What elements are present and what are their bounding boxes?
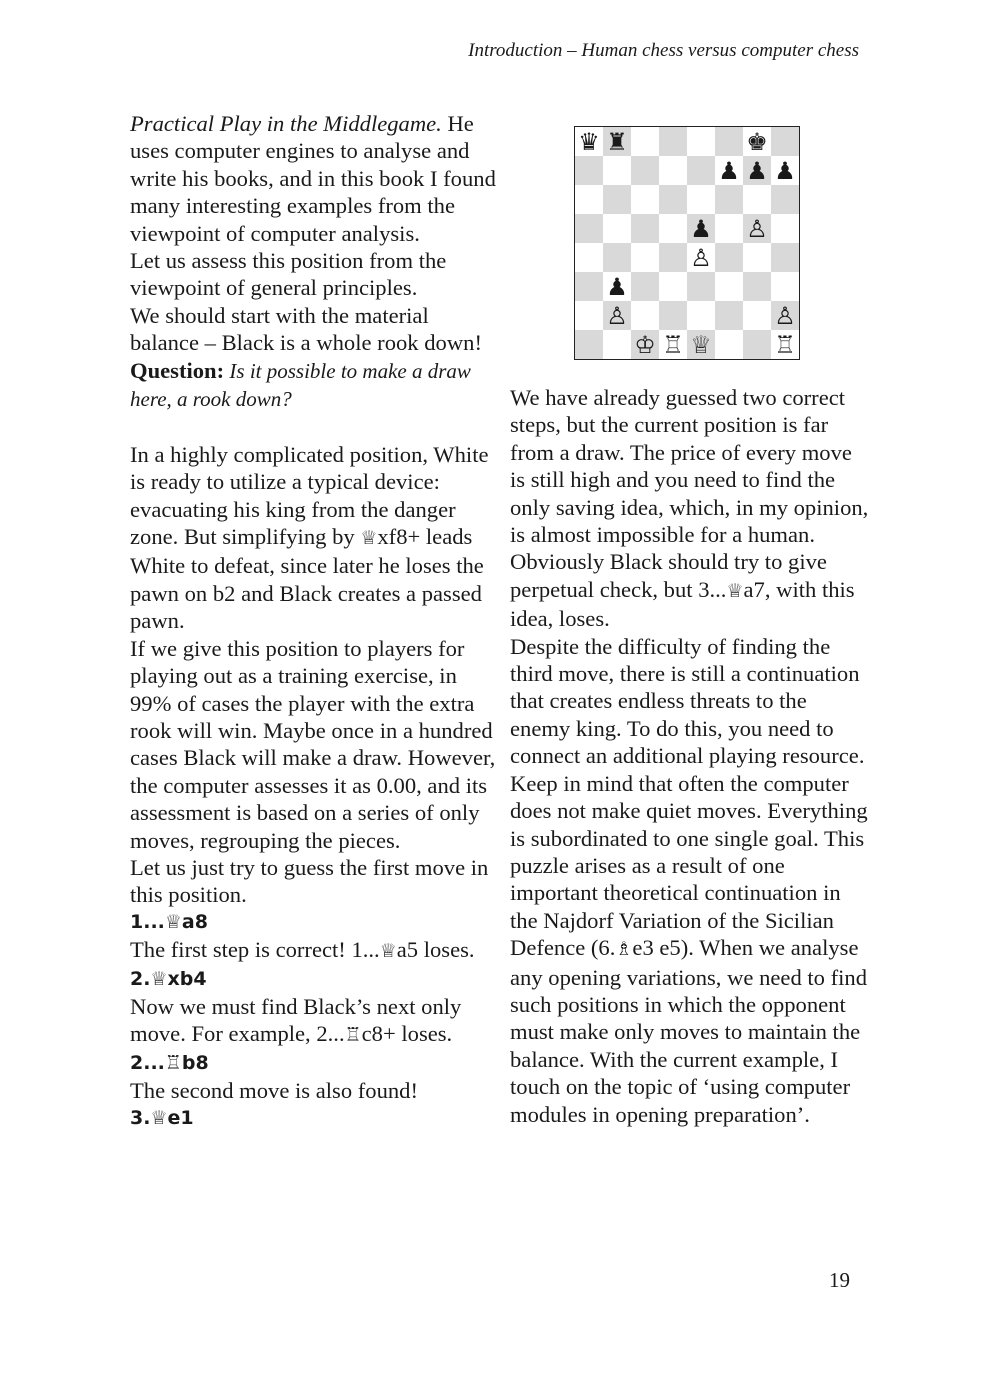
square-f8 bbox=[715, 127, 743, 156]
paragraph bbox=[130, 441, 500, 635]
move-line bbox=[130, 966, 500, 993]
square-c6 bbox=[631, 185, 659, 214]
paragraph bbox=[510, 633, 870, 1128]
square-b1 bbox=[603, 330, 631, 359]
paragraph-text: Despite the difficulty of finding the third move, there is still a continuation that creates endless threats to the enemy king. To do this, you need to connect an additional playing resource. Keep in mind that often the computer does not make quiet moves. Everything is subordinated to one single goal. This puzzle arises as a result of one important theoretical continuation in the Najdorf Variation of the Sicilian Defence (6. bbox=[510, 633, 868, 961]
paragraph-text: a5 loses. bbox=[396, 937, 475, 963]
square-g1 bbox=[743, 330, 771, 359]
paragraph bbox=[130, 936, 500, 965]
move-number: 1... bbox=[130, 910, 165, 933]
square-b4 bbox=[603, 243, 631, 272]
move-line bbox=[130, 909, 500, 936]
square-e2 bbox=[687, 301, 715, 330]
square-g5: ♙ bbox=[743, 214, 771, 243]
spacer bbox=[130, 413, 500, 440]
square-h3 bbox=[771, 272, 799, 301]
square-d6 bbox=[659, 185, 687, 214]
square-g3 bbox=[743, 272, 771, 301]
square-a2 bbox=[575, 301, 603, 330]
move-line bbox=[130, 1105, 500, 1132]
queen-figurine-icon: ♕ bbox=[150, 967, 168, 990]
paragraph-text: c8+ loses. bbox=[361, 1021, 453, 1047]
question-label: Question: bbox=[130, 357, 225, 383]
paragraph-text: xf8+ leads White to defeat, since later he loses the pawn on b2 and Black creates a passed pawn. bbox=[130, 524, 484, 634]
square-d1: ♖ bbox=[659, 330, 687, 359]
queen-figurine-icon: ♕ bbox=[726, 579, 744, 602]
square-g2 bbox=[743, 301, 771, 330]
move-line bbox=[130, 1050, 500, 1077]
square-h2: ♙ bbox=[771, 301, 799, 330]
square-f6 bbox=[715, 185, 743, 214]
move-square: xb4 bbox=[167, 967, 207, 990]
square-h1: ♖ bbox=[771, 330, 799, 359]
square-c4 bbox=[631, 243, 659, 272]
square-c3 bbox=[631, 272, 659, 301]
square-d7 bbox=[659, 156, 687, 185]
paragraph bbox=[510, 384, 870, 633]
chess-diagram bbox=[574, 126, 800, 360]
square-a8: ♛ bbox=[575, 127, 603, 156]
square-a6 bbox=[575, 185, 603, 214]
queen-figurine-icon: ♕ bbox=[360, 527, 378, 550]
square-e4: ♙ bbox=[687, 243, 715, 272]
square-f5 bbox=[715, 214, 743, 243]
right-column bbox=[510, 384, 870, 1128]
queen-figurine-icon: ♕ bbox=[164, 910, 182, 933]
move-square: b8 bbox=[181, 1051, 209, 1074]
square-e6 bbox=[687, 185, 715, 214]
square-g6 bbox=[743, 185, 771, 214]
square-a4 bbox=[575, 243, 603, 272]
square-f3 bbox=[715, 272, 743, 301]
square-e8 bbox=[687, 127, 715, 156]
paragraph-text: The first step is correct! 1... bbox=[130, 937, 380, 963]
square-b5 bbox=[603, 214, 631, 243]
square-f7: ♟ bbox=[715, 156, 743, 185]
square-c2 bbox=[631, 301, 659, 330]
square-f2 bbox=[715, 301, 743, 330]
queen-figurine-icon: ♕ bbox=[379, 940, 397, 963]
paragraph-text: Now we must find Black’s next only move. For example, 2... bbox=[130, 993, 462, 1047]
square-h5 bbox=[771, 214, 799, 243]
move-number: 2... bbox=[130, 1051, 165, 1074]
square-c5 bbox=[631, 214, 659, 243]
square-b2: ♙ bbox=[603, 301, 631, 330]
square-c1: ♔ bbox=[631, 330, 659, 359]
paragraph-text: e3 e5). When we analyse any opening variations, we need to find such positions in which the opponent must make only moves to maintain the balance. With the current example, I touch on the topic of ‘using computer modules in opening preparation’. bbox=[510, 935, 868, 1127]
paragraph bbox=[130, 110, 500, 247]
square-h8 bbox=[771, 127, 799, 156]
square-d3 bbox=[659, 272, 687, 301]
square-h7: ♟ bbox=[771, 156, 799, 185]
bishop-figurine-icon: ♗ bbox=[615, 938, 633, 961]
rook-figurine-icon: ♖ bbox=[164, 1051, 182, 1074]
square-g7: ♟ bbox=[743, 156, 771, 185]
square-d8 bbox=[659, 127, 687, 156]
square-d4 bbox=[659, 243, 687, 272]
square-a1 bbox=[575, 330, 603, 359]
paragraph-text: We have already guessed two correct steps, but the current position is far from a draw. The price of every move is still high and you need to find the only saving idea, which, in my opinion, is almost impossible for a human. Obviously Black should try to give perpetual check, but 3... bbox=[510, 385, 869, 602]
square-f4 bbox=[715, 243, 743, 272]
paragraph bbox=[130, 993, 500, 1050]
square-d2 bbox=[659, 301, 687, 330]
square-f1 bbox=[715, 330, 743, 359]
square-e1: ♕ bbox=[687, 330, 715, 359]
square-g8: ♚ bbox=[743, 127, 771, 156]
page-number: 19 bbox=[829, 1268, 850, 1292]
square-h4 bbox=[771, 243, 799, 272]
running-header: Introduction – Human chess versus computer chess bbox=[468, 40, 859, 61]
paragraph-text: a7, with this idea, loses. bbox=[510, 576, 855, 632]
paragraph: The second move is also found! bbox=[130, 1078, 419, 1104]
paragraph-text: He uses computer engines to analyse and write his books, and in this book I found many interesting examples from the viewpoint of computer analysis. bbox=[130, 111, 496, 246]
left-column bbox=[130, 110, 500, 1132]
question bbox=[130, 357, 500, 414]
move-square: e1 bbox=[167, 1106, 194, 1129]
question-text: Is it possible to make a draw here, a rook down? bbox=[130, 358, 471, 412]
square-c7 bbox=[631, 156, 659, 185]
paragraph: If we give this position to players for playing out as a training exercise, in 99% of cases the player with the extra rook will win. Maybe once in a hundred cases Black will make a draw. However, the computer assesses it as 0.00, and its assessment is based on a series of only moves, regrouping the pieces. bbox=[130, 635, 496, 853]
paragraph: Let us just try to guess the first move in this position. bbox=[130, 854, 489, 908]
paragraph-text: In a highly complicated position, White is ready to utilize a typical device: evacuating his king from the danger zone. But simplifying by bbox=[130, 441, 489, 550]
move-number: 3. bbox=[130, 1106, 151, 1129]
square-e7 bbox=[687, 156, 715, 185]
square-e5: ♟ bbox=[687, 214, 715, 243]
square-a5 bbox=[575, 214, 603, 243]
rook-figurine-icon: ♖ bbox=[344, 1024, 362, 1047]
square-a7 bbox=[575, 156, 603, 185]
move-square: a8 bbox=[181, 910, 208, 933]
queen-figurine-icon: ♕ bbox=[150, 1106, 168, 1129]
square-b6 bbox=[603, 185, 631, 214]
square-b7 bbox=[603, 156, 631, 185]
square-d5 bbox=[659, 214, 687, 243]
move-number: 2. bbox=[130, 967, 151, 990]
square-g4 bbox=[743, 243, 771, 272]
square-e3 bbox=[687, 272, 715, 301]
square-c8 bbox=[631, 127, 659, 156]
square-b3: ♟ bbox=[603, 272, 631, 301]
book-title: Practical Play in the Middlegame. bbox=[130, 111, 442, 136]
square-h6 bbox=[771, 185, 799, 214]
square-b8: ♜ bbox=[603, 127, 631, 156]
square-a3 bbox=[575, 272, 603, 301]
paragraph: We should start with the material balance – Black is a whole rook down! bbox=[130, 302, 482, 356]
paragraph: Let us assess this position from the viewpoint of general principles. bbox=[130, 248, 447, 301]
